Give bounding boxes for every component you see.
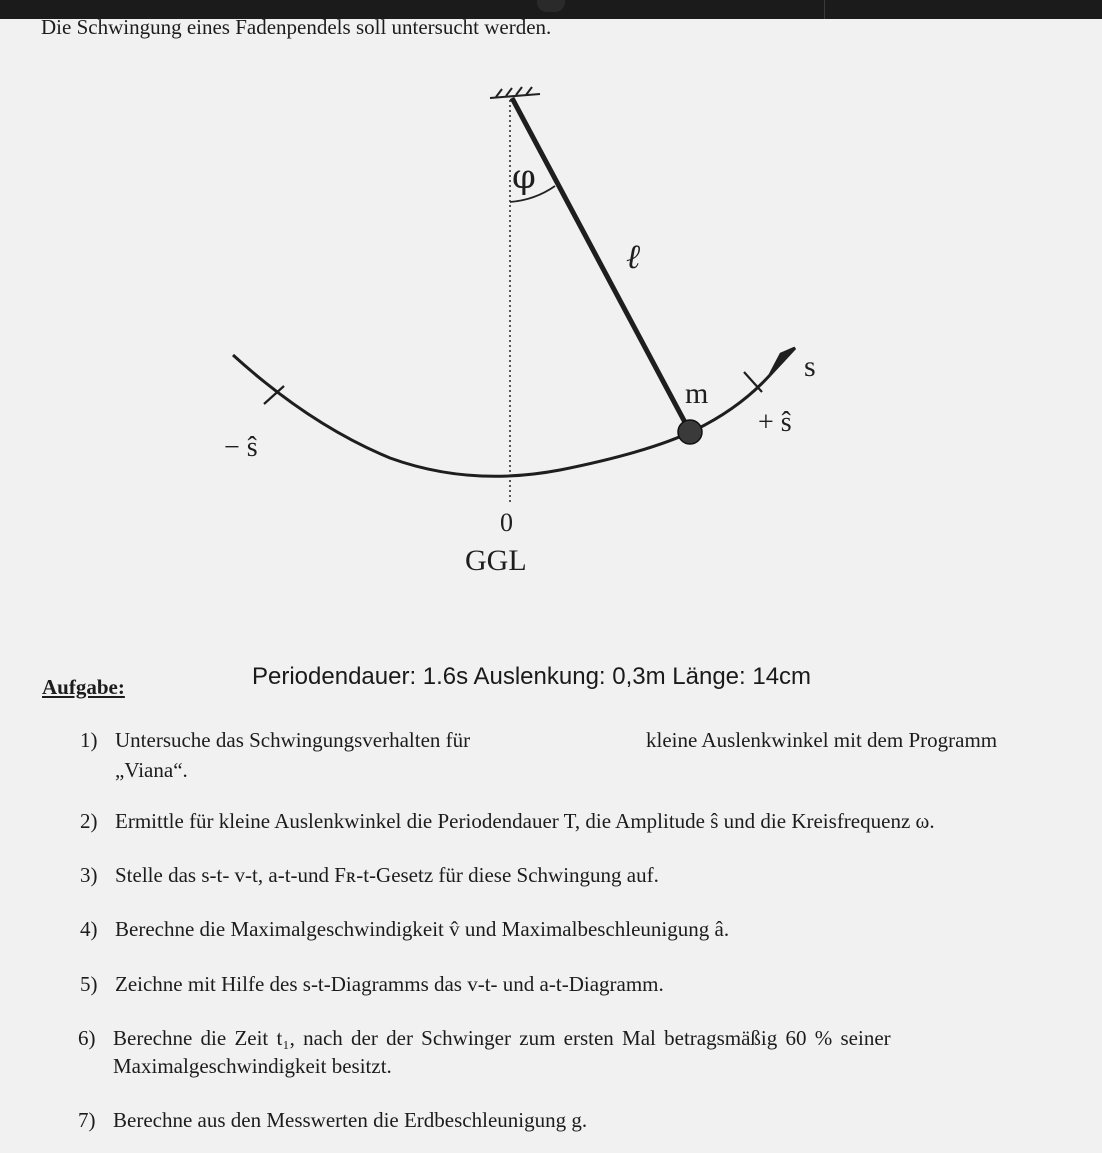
pendulum-string (512, 98, 688, 428)
label-mass: m (685, 377, 709, 410)
pendulum-mass (678, 420, 702, 444)
tick-plus-amplitude (744, 372, 762, 392)
task-number: 4) (80, 917, 98, 941)
intro-text: Die Schwingung eines Fadenpendels soll untersucht werden. (41, 15, 552, 39)
ceiling-mount (490, 87, 540, 98)
task-number: 1) (80, 728, 98, 752)
label-minus-amplitude: − ŝ (224, 432, 258, 463)
task-text-part-b: kleine Auslenkwinkel mit dem Programm (646, 728, 998, 752)
task-text-line-2: „Viana“. (115, 758, 188, 782)
label-length: ℓ (626, 237, 641, 277)
task-text-part-a: Untersuche das Schwingungsverhalten für (115, 728, 471, 752)
s-arrow (770, 348, 795, 375)
label-equilibrium: GGL (465, 544, 527, 577)
arc-path (233, 355, 770, 476)
task-number: 3) (80, 863, 98, 887)
task-text: Berechne die Maximalgeschwindigkeit v̂ und Maximalbeschleunigung â. (115, 917, 730, 941)
label-zero: 0 (500, 508, 513, 537)
task-text: Zeichne mit Hilfe des s-t-Diagramms das v-t- und a-t-Diagramm. (115, 972, 664, 996)
label-coordinate: s (804, 350, 816, 383)
task-text: Berechne aus den Messwerten die Erdbeschleunigung g. (113, 1108, 588, 1132)
task-number: 2) (80, 809, 98, 833)
task-text-line-1: Berechne die Zeit t₁, nach der der Schwinger zum ersten Mal betragsmäßig 60 % seiner (113, 1026, 891, 1050)
task-text-line-2: Maximalgeschwindigkeit besitzt. (113, 1054, 392, 1078)
task-number: 7) (78, 1108, 96, 1132)
task-number: 5) (80, 972, 98, 996)
label-plus-amplitude: + ŝ (758, 407, 792, 438)
task-text: Stelle das s-t- v-t, a-t-und Fʀ-t-Gesetz für diese Schwingung auf. (115, 863, 659, 887)
handwritten-values-note: Periodendauer: 1.6s Auslenkung: 0,3m Länge: 14cm (252, 663, 812, 690)
label-angle: φ (512, 157, 536, 197)
task-text: Ermittle für kleine Auslenkwinkel die Periodendauer T, die Amplitude ŝ und die Kreisfrequenz ω. (115, 809, 935, 833)
task-heading: Aufgabe: (42, 675, 125, 699)
task-number: 6) (78, 1026, 96, 1050)
